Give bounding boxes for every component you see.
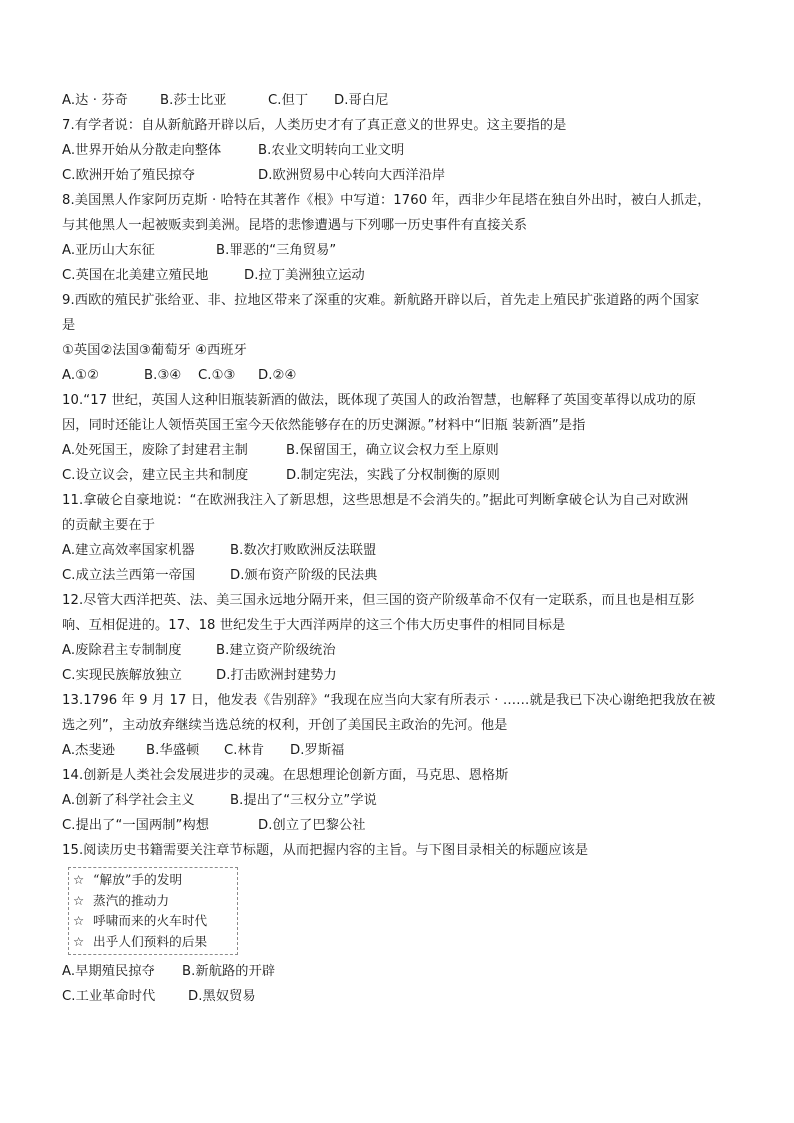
toc-item-text: 蒸汽的推动力 [93,892,170,908]
answer-option: A.建立高效率国家机器 [62,543,195,558]
answer-option: A.早期殖民掠夺 [62,964,155,979]
answer-options-row [62,263,742,288]
answer-option: B.罪恶的“三角贸易” [216,243,337,258]
question-text-line: 7.有学者说：自从新航路开辟以后，人类历史才有了真正意义的世界史。这主要指的是 [62,118,567,133]
answer-options-row [62,788,742,813]
exam-page [62,88,742,1009]
answer-option: C.工业革命时代 [62,989,156,1004]
question-text-line: 10.“17 世纪，英国人这种旧瓶装新酒的做法，既体现了英国人的政治智慧，也解释了英国变革得以成功的原 [62,393,697,408]
answer-option: D.制定宪法，实践了分权制衡的原则 [286,468,500,483]
answer-option: D.欧洲贸易中心转向大西洋沿岸 [258,168,446,183]
toc-item-text: 呼啸而来的火车时代 [93,913,208,928]
toc-item-text: “解放”手的发明 [93,872,183,887]
answer-option: C.林肯 [224,743,265,758]
answer-option: C.实现民族解放独立 [62,668,182,683]
answer-options-row [62,538,742,563]
answer-option: B.提出了“三权分立”学说 [230,793,377,808]
question-text-line: 与其他黑人一起被贩卖到美洲。昆塔的悲惨遭遇与下列哪一历史事件有直接关系 [62,218,528,233]
answer-option: B.数次打败欧洲反法联盟 [230,543,377,558]
answer-option: D.哥白尼 [334,93,389,108]
answer-options-row [62,88,742,113]
answer-option: C.设立议会，建立民主共和制度 [62,468,249,483]
answer-option: D.创立了巴黎公社 [258,818,366,833]
answer-option: D.打击欧洲封建势力 [216,668,337,683]
question-text-line: 9.西欧的殖民扩张给亚、非、拉地区带来了深重的灾难。新航路开辟以后，首先走上殖民扩张道路的两个国家 [62,293,700,308]
answer-option: D.拉丁美洲独立运动 [244,268,365,283]
toc-item [73,891,233,912]
answer-options-row [62,363,742,388]
answer-options-row [62,563,742,588]
answer-option: B.农业文明转向工业文明 [258,143,405,158]
question-text-line: 14.创新是人类社会发展进步的灵魂。在思想理论创新方面，马克思、恩格斯 [62,768,509,783]
answer-option: A.杰斐逊 [62,743,116,758]
answer-options-row [62,984,742,1009]
answer-option: A.创新了科学社会主义 [62,793,195,808]
answer-option: C.①③ [198,368,236,383]
answer-options-row [62,959,742,984]
answer-option: B.建立资产阶级统治 [216,643,336,658]
question-text-line: 13.1796 年 9 月 17 日，他发表《告别辞》“我现在应当向大家有所表示 · ……就是我已下决心谢绝把我放在被 [62,693,716,708]
answer-option: B.华盛顿 [146,743,200,758]
toc-item-text: 出乎人们预料的后果 [93,933,208,949]
toc-item [73,870,233,891]
answer-options-row [62,463,742,488]
answer-options-row [62,163,742,188]
answer-options-row [62,638,742,663]
star-icon: ☆ [73,913,85,928]
answer-option: A.处死国王，废除了封建君主制 [62,443,248,458]
answer-option: A.亚历山大东征 [62,243,155,258]
answer-option: D.罗斯福 [290,743,345,758]
answer-options-row [62,238,742,263]
question-text-line: 的贡献主要在于 [62,518,156,533]
answer-option: A.达 · 芬奇 [62,93,128,108]
question-text-line: 选之列”，主动放弃继续当选总统的权利，开创了美国民主政治的先河。他是 [62,718,508,733]
answer-option: B.保留国王，确立议会权力至上原则 [286,443,499,458]
answer-option: B.新航路的开辟 [182,964,276,979]
answer-option: A.废除君主专制制度 [62,643,182,658]
answer-option: C.英国在北美建立殖民地 [62,268,209,283]
answer-options-row [62,738,742,763]
answer-option: C.但丁 [268,93,309,108]
question-text-line: 15.阅读历史书籍需要关注章节标题，从而把握内容的主旨。与下图目录相关的标题应该是 [62,843,589,858]
answer-option: A.①② [62,368,100,383]
answer-options-row [62,813,742,838]
question-text-line: 8.美国黑人作家阿历克斯 · 哈特在其著作《根》中写道：1760 年，西非少年昆塔在独自外出时，被白人抓走， [62,193,711,208]
toc-item [73,932,233,953]
star-icon: ☆ [73,872,85,887]
star-icon: ☆ [73,933,85,949]
question-text-line: 响、互相促进的。17、18 世纪发生于大西洋两岸的这三个伟大历史事件的相同目标是 [62,618,566,633]
question-text-line: 是 [62,318,76,333]
answer-option: B.莎士比亚 [160,93,227,108]
answer-option: C.提出了“一国两制”构想 [62,818,210,833]
answer-option: D.黑奴贸易 [188,989,256,1004]
answer-option: D.②④ [258,368,297,383]
table-of-contents-box [68,867,238,955]
question-text-line: ①英国②法国③葡萄牙 ④西班牙 [62,343,247,358]
answer-option: C.欧洲开始了殖民掠夺 [62,168,196,183]
question-text-line: 12.尽管大西洋把英、法、美三国永远地分隔开来，但三国的资产阶级革命不仅有一定联系，而且也是相互影 [62,593,695,608]
star-icon: ☆ [73,892,85,908]
answer-option: C.成立法兰西第一帝国 [62,568,196,583]
question-text-line: 11.拿破仑自豪地说：“在欧洲我注入了新思想，这些思想是不会消失的。”据此可判断拿破仑认为自己对欧洲 [62,493,689,508]
answer-options-row [62,663,742,688]
answer-option: A.世界开始从分散走向整体 [62,143,222,158]
answer-option: B.③④ [144,368,182,383]
question-text-line: 因，同时还能让人领悟英国王室今天依然能够存在的历史渊源。”材料中“旧瓶 装新酒”是指 [62,418,586,433]
answer-options-row [62,138,742,163]
toc-item [73,911,233,932]
answer-option: D.颁布资产阶级的民法典 [230,568,378,583]
answer-options-row [62,438,742,463]
